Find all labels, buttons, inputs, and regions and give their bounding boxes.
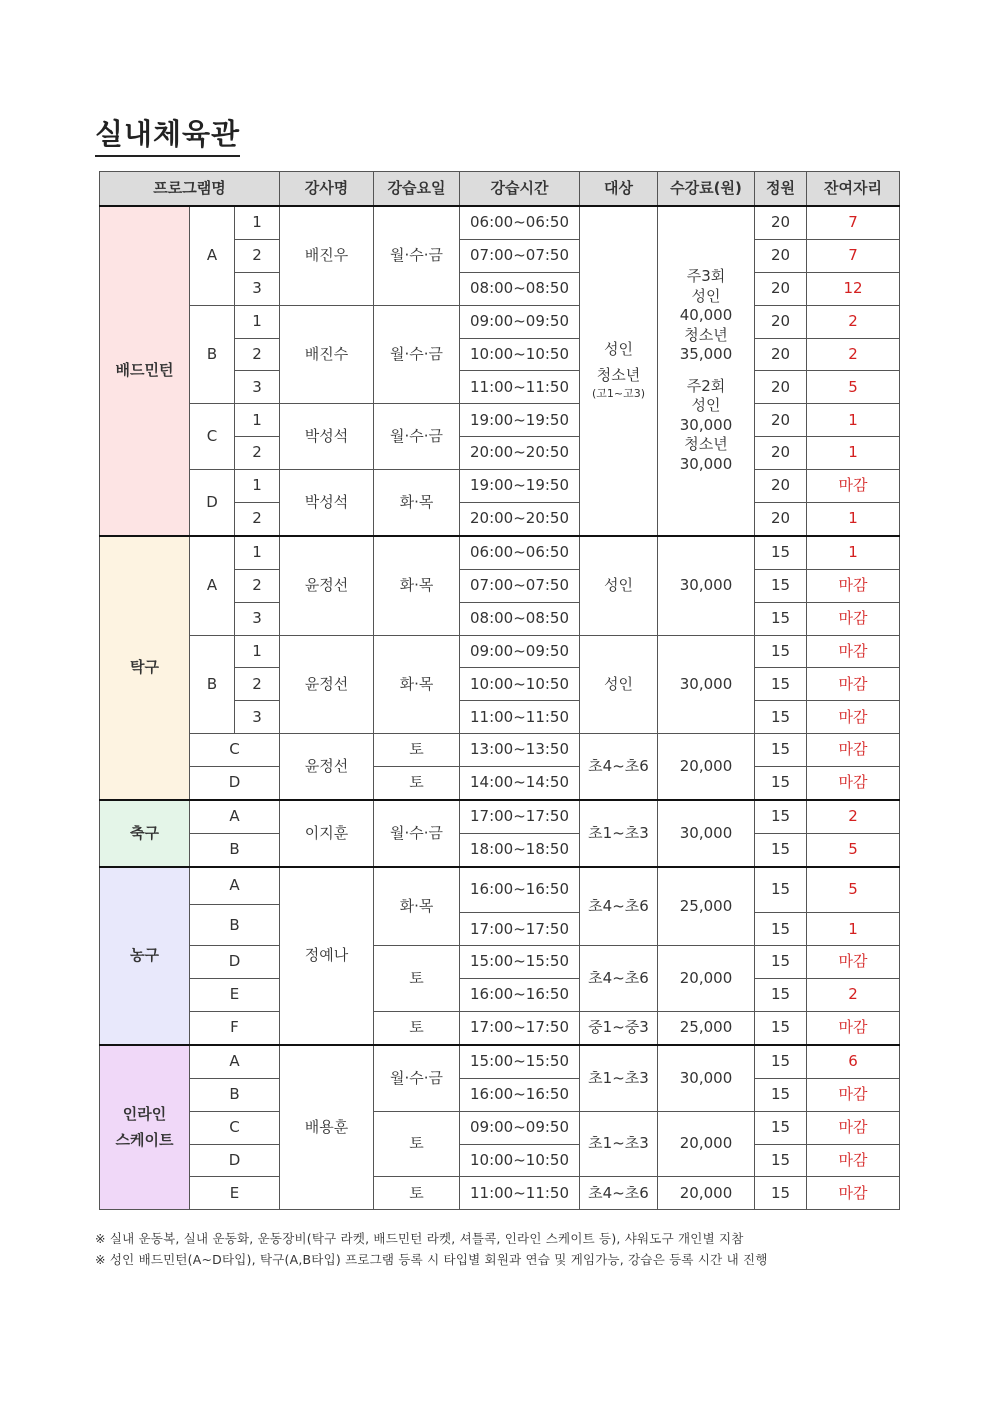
remaining-cell: 마감 [807, 701, 900, 734]
fee-cell: 30,000 [658, 800, 755, 867]
capacity-cell: 15 [755, 536, 807, 569]
soccer-section [100, 800, 900, 867]
capacity-cell: 15 [755, 1078, 807, 1111]
capacity-cell: 15 [755, 668, 807, 701]
table-row [100, 734, 900, 767]
table-row [100, 206, 900, 239]
remaining-cell: 마감 [807, 635, 900, 668]
type-label: C [190, 1111, 280, 1144]
row-number: 2 [235, 503, 280, 536]
days-cell: 토 [374, 1177, 460, 1210]
capacity-cell: 15 [755, 635, 807, 668]
type-label: C [190, 734, 280, 767]
time-cell: 10:00~10:50 [460, 668, 580, 701]
row-number: 3 [235, 602, 280, 635]
days-cell: 화·목 [374, 867, 460, 946]
capacity-cell: 15 [755, 602, 807, 635]
type-label: E [190, 979, 280, 1012]
time-cell: 15:00~15:50 [460, 946, 580, 979]
table-row [100, 1011, 900, 1044]
row-number: 1 [235, 206, 280, 239]
remaining-cell: 마감 [807, 1078, 900, 1111]
time-cell: 06:00~06:50 [460, 206, 580, 239]
header-instructor: 강사명 [280, 172, 374, 207]
remaining-cell: 2 [807, 338, 900, 371]
header-fee: 수강료(원) [658, 172, 755, 207]
time-cell: 16:00~16:50 [460, 1078, 580, 1111]
capacity-cell: 15 [755, 734, 807, 767]
days-cell: 월·수·금 [374, 800, 460, 867]
category-inline-skate [100, 1045, 190, 1210]
instructor-cell: 박성석 [280, 470, 374, 536]
time-cell: 06:00~06:50 [460, 536, 580, 569]
page-title: 실내체육관 [95, 112, 240, 157]
days-cell: 월·수·금 [374, 1045, 460, 1111]
target-cell: 성인 [580, 536, 658, 635]
note-line: ※ 성인 배드민턴(A~D타입), 탁구(A,B타입) 프로그램 등록 시 타입별 회원과 연습 및 게임가능, 강습은 등록 시간 내 진행 [95, 1252, 768, 1267]
time-cell: 19:00~19:50 [460, 470, 580, 503]
fee-cell: 30,000 [658, 536, 755, 635]
type-label: B [190, 833, 280, 866]
instructor-cell: 윤정선 [280, 536, 374, 635]
fee-cell: 20,000 [658, 1177, 755, 1210]
days-cell: 토 [374, 767, 460, 800]
row-number: 2 [235, 668, 280, 701]
type-label: A [190, 867, 280, 905]
type-label: B [190, 1078, 280, 1111]
row-number: 1 [235, 305, 280, 338]
note-line: ※ 실내 운동복, 실내 운동화, 운동장비(탁구 라켓, 배드민턴 라켓, 셔틀콕, 인라인 스케이트 등), 샤워도구 개인별 지참 [95, 1231, 744, 1246]
type-label: A [190, 800, 280, 833]
remaining-cell: 마감 [807, 1144, 900, 1177]
capacity-cell: 15 [755, 1111, 807, 1144]
capacity-cell: 20 [755, 305, 807, 338]
remaining-cell: 마감 [807, 1177, 900, 1210]
header-remaining: 잔여자리 [807, 172, 900, 207]
type-label: C [190, 404, 235, 470]
capacity-cell: 15 [755, 833, 807, 866]
remaining-cell: 1 [807, 536, 900, 569]
time-cell: 17:00~17:50 [460, 1011, 580, 1044]
remaining-cell: 5 [807, 833, 900, 866]
time-cell: 20:00~20:50 [460, 437, 580, 470]
header-capacity: 정원 [755, 172, 807, 207]
row-number: 3 [235, 371, 280, 404]
remaining-cell: 1 [807, 503, 900, 536]
table-row [100, 470, 900, 503]
type-label: A [190, 536, 235, 635]
table-row [100, 946, 900, 979]
days-cell: 월·수·금 [374, 305, 460, 404]
type-label: B [190, 305, 235, 404]
time-cell: 13:00~13:50 [460, 734, 580, 767]
target-youth: 청소년 [596, 365, 641, 384]
days-cell: 화·목 [374, 635, 460, 734]
fee-line: 30,000 [679, 454, 733, 473]
capacity-cell: 15 [755, 1144, 807, 1177]
capacity-cell: 20 [755, 239, 807, 272]
target-cell: 성인 [580, 635, 658, 734]
badminton-section [100, 206, 900, 536]
capacity-cell: 20 [755, 371, 807, 404]
remaining-cell: 마감 [807, 946, 900, 979]
target-adult: 성인 [604, 340, 633, 359]
type-label: B [190, 635, 235, 734]
capacity-cell: 20 [755, 404, 807, 437]
table-row [100, 305, 900, 338]
instructor-cell: 윤정선 [280, 635, 374, 734]
table-row [100, 1111, 900, 1144]
row-number: 1 [235, 635, 280, 668]
table-row [100, 1045, 900, 1078]
type-label: D [190, 470, 235, 536]
remaining-cell: 5 [807, 867, 900, 913]
fee-line: 청소년 [684, 435, 728, 454]
row-number: 1 [235, 470, 280, 503]
days-cell: 토 [374, 1011, 460, 1044]
remaining-cell: 마감 [807, 470, 900, 503]
target-cell: 초4~초6 [580, 1177, 658, 1210]
row-number: 1 [235, 404, 280, 437]
time-cell: 16:00~16:50 [460, 867, 580, 913]
row-number: 2 [235, 569, 280, 602]
time-cell: 18:00~18:50 [460, 833, 580, 866]
type-label: F [190, 1011, 280, 1044]
remaining-cell: 마감 [807, 602, 900, 635]
row-number: 2 [235, 239, 280, 272]
instructor-cell: 배진우 [280, 206, 374, 305]
capacity-cell: 15 [755, 767, 807, 800]
time-cell: 20:00~20:50 [460, 503, 580, 536]
remaining-cell: 7 [807, 239, 900, 272]
remaining-cell: 마감 [807, 1011, 900, 1044]
notes [95, 1228, 895, 1270]
fee-cell: 20,000 [658, 946, 755, 1012]
days-cell: 화·목 [374, 536, 460, 635]
table-row [100, 979, 900, 1012]
table-row [100, 833, 900, 866]
days-cell: 토 [374, 946, 460, 1012]
header-program: 프로그램명 [100, 172, 280, 207]
category-tabletennis: 탁구 [100, 536, 190, 800]
capacity-cell: 15 [755, 946, 807, 979]
target-cell: 초1~초3 [580, 1111, 658, 1177]
time-cell: 16:00~16:50 [460, 979, 580, 1012]
category-name-line: 스케이트 [115, 1130, 174, 1149]
fee-line: 40,000 [679, 306, 733, 325]
remaining-cell: 1 [807, 913, 900, 946]
capacity-cell: 15 [755, 800, 807, 833]
remaining-cell: 마감 [807, 668, 900, 701]
row-number: 3 [235, 272, 280, 305]
capacity-cell: 20 [755, 437, 807, 470]
row-number: 2 [235, 437, 280, 470]
days-cell: 토 [374, 1111, 460, 1177]
remaining-cell: 12 [807, 272, 900, 305]
remaining-cell: 마감 [807, 734, 900, 767]
target-cell: 초1~초3 [580, 1045, 658, 1111]
instructor-cell: 윤정선 [280, 734, 374, 800]
fee-line: 주2회 [686, 376, 726, 395]
fee-cell: 30,000 [658, 1045, 755, 1111]
table-row [100, 1144, 900, 1177]
header-target: 대상 [580, 172, 658, 207]
capacity-cell: 20 [755, 206, 807, 239]
table-row [100, 536, 900, 569]
fee-line: 성인 [691, 286, 721, 305]
instructor-cell: 이지훈 [280, 800, 374, 867]
capacity-cell: 15 [755, 1011, 807, 1044]
remaining-cell: 마감 [807, 767, 900, 800]
capacity-cell: 15 [755, 1177, 807, 1210]
target-cell [580, 206, 658, 536]
time-cell: 09:00~09:50 [460, 1111, 580, 1144]
fee-cell: 20,000 [658, 734, 755, 800]
time-cell: 11:00~11:50 [460, 1177, 580, 1210]
type-label: E [190, 1177, 280, 1210]
fee-line: 청소년 [684, 325, 728, 344]
category-name-line: 인라인 [122, 1105, 167, 1124]
days-cell: 월·수·금 [374, 206, 460, 305]
table-row [100, 1078, 900, 1111]
time-cell: 11:00~11:50 [460, 371, 580, 404]
fee-line: 30,000 [679, 415, 733, 434]
fee-cell: 20,000 [658, 1111, 755, 1177]
fee-line: 주3회 [686, 267, 726, 286]
time-cell: 10:00~10:50 [460, 338, 580, 371]
remaining-cell: 1 [807, 404, 900, 437]
type-label: A [190, 1045, 280, 1078]
target-cell: 초4~초6 [580, 946, 658, 1012]
time-cell: 07:00~07:50 [460, 569, 580, 602]
days-cell: 토 [374, 734, 460, 767]
time-cell: 10:00~10:50 [460, 1144, 580, 1177]
category-soccer: 축구 [100, 800, 190, 867]
table-row [100, 404, 900, 437]
capacity-cell: 20 [755, 338, 807, 371]
schedule-table [99, 171, 900, 1210]
type-label: A [190, 206, 235, 305]
remaining-cell: 5 [807, 371, 900, 404]
time-cell: 15:00~15:50 [460, 1045, 580, 1078]
table-row [100, 867, 900, 905]
header-row [100, 172, 900, 207]
remaining-cell: 1 [807, 437, 900, 470]
time-cell: 11:00~11:50 [460, 701, 580, 734]
category-badminton: 배드민턴 [100, 206, 190, 536]
time-cell: 14:00~14:50 [460, 767, 580, 800]
fee-line: 성인 [691, 396, 721, 415]
table-row [100, 1177, 900, 1210]
table-row [100, 767, 900, 800]
time-cell: 09:00~09:50 [460, 305, 580, 338]
fee-cell: 30,000 [658, 635, 755, 734]
capacity-cell: 15 [755, 701, 807, 734]
capacity-cell: 15 [755, 1045, 807, 1078]
remaining-cell: 마감 [807, 1111, 900, 1144]
days-cell: 월·수·금 [374, 404, 460, 470]
instructor-cell: 배용훈 [280, 1045, 374, 1210]
row-number: 3 [235, 701, 280, 734]
instructor-cell: 배진수 [280, 305, 374, 404]
capacity-cell: 20 [755, 272, 807, 305]
table-row [100, 800, 900, 833]
instructor-cell: 박성석 [280, 404, 374, 470]
remaining-cell: 마감 [807, 569, 900, 602]
row-number: 2 [235, 338, 280, 371]
capacity-cell: 20 [755, 470, 807, 503]
time-cell: 17:00~17:50 [460, 800, 580, 833]
capacity-cell: 15 [755, 979, 807, 1012]
tabletennis-section [100, 536, 900, 800]
row-number: 1 [235, 536, 280, 569]
target-cell: 초4~초6 [580, 867, 658, 946]
basketball-section [100, 867, 900, 1045]
remaining-cell: 6 [807, 1045, 900, 1078]
inline-skate-section [100, 1045, 900, 1210]
fee-cell: 25,000 [658, 1011, 755, 1044]
capacity-cell: 20 [755, 503, 807, 536]
type-label: B [190, 905, 280, 946]
target-cell: 중1~중3 [580, 1011, 658, 1044]
time-cell: 19:00~19:50 [460, 404, 580, 437]
fee-spacer [658, 365, 754, 377]
fee-line: 35,000 [679, 345, 733, 364]
fee-cell [658, 206, 755, 536]
fee-cell: 25,000 [658, 867, 755, 946]
time-cell: 08:00~08:50 [460, 272, 580, 305]
remaining-cell: 7 [807, 206, 900, 239]
type-label: D [190, 1144, 280, 1177]
type-label: D [190, 767, 280, 800]
target-cell: 초1~초3 [580, 800, 658, 867]
category-basketball: 농구 [100, 867, 190, 1045]
target-cell: 초4~초6 [580, 734, 658, 800]
time-cell: 07:00~07:50 [460, 239, 580, 272]
type-label: D [190, 946, 280, 979]
instructor-cell: 정예나 [280, 867, 374, 1045]
remaining-cell: 2 [807, 979, 900, 1012]
header-days: 강습요일 [374, 172, 460, 207]
table-row [100, 635, 900, 668]
capacity-cell: 15 [755, 913, 807, 946]
capacity-cell: 15 [755, 867, 807, 913]
remaining-cell: 2 [807, 305, 900, 338]
time-cell: 09:00~09:50 [460, 635, 580, 668]
remaining-cell: 2 [807, 800, 900, 833]
capacity-cell: 15 [755, 569, 807, 602]
time-cell: 17:00~17:50 [460, 913, 580, 946]
header-time: 강습시간 [460, 172, 580, 207]
time-cell: 08:00~08:50 [460, 602, 580, 635]
target-note: (고1~고3) [591, 387, 646, 401]
days-cell: 화·목 [374, 470, 460, 536]
